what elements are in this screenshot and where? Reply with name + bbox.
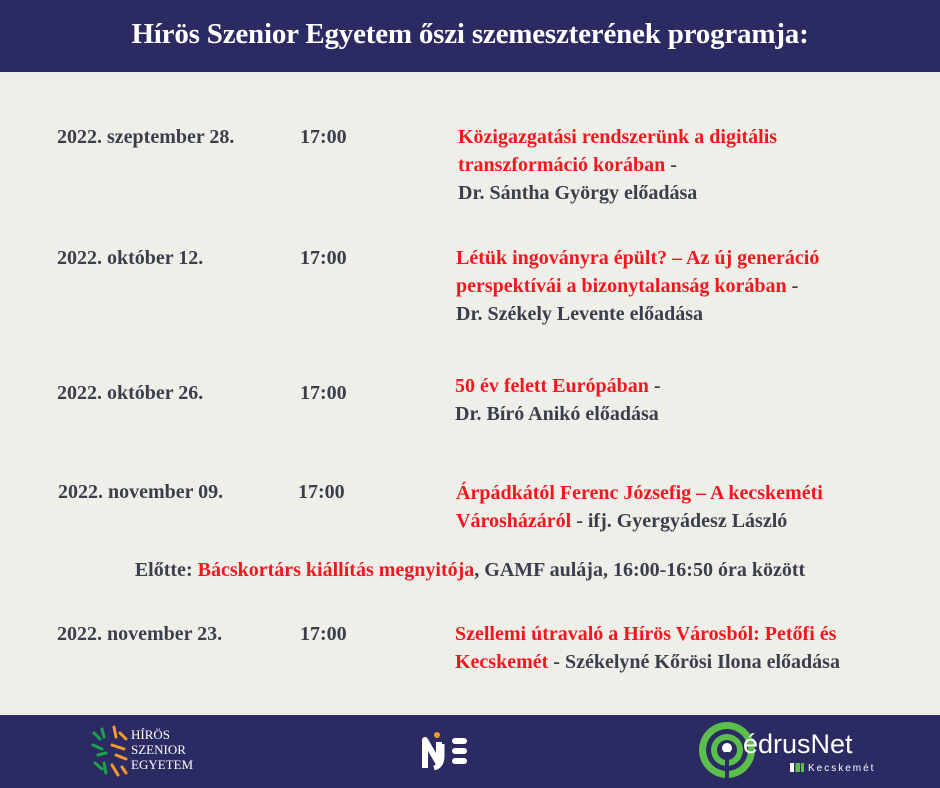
event-title-line: perspektívái a bizonytalanság korában — [456, 275, 787, 297]
page-title: Hírös Szenior Egyetem őszi szemeszterének programja: — [131, 18, 809, 50]
event-date: 2022. november 23. — [57, 623, 223, 645]
event-date: 2022. október 12. — [57, 247, 204, 269]
event-title-line: Városházáról — [456, 510, 572, 532]
event-time: 17:00 — [300, 382, 347, 404]
note-highlight: Bácskortárs kiállítás megnyitója — [197, 559, 475, 581]
event-speaker: Dr. Székely Levente előadása — [456, 303, 704, 325]
hiros-szenior-logo-text: HÍRÖS SZENIOR EGYETEM — [131, 727, 194, 772]
event-time: 17:00 — [300, 623, 347, 645]
event-title-line: 50 év felett Európában — [455, 375, 649, 397]
event-title-line: Kecskemét — [455, 651, 549, 673]
cedrusnet-subtitle: Kecskemét — [790, 763, 875, 774]
separator: - — [648, 375, 661, 397]
nje-logo-icon — [422, 730, 488, 770]
event-title-line: Létük ingoványra épült? – Az új generáció — [456, 247, 820, 269]
note-suffix: , GAMF aulája, 16:00-16:50 óra között — [474, 559, 806, 581]
cedrusnet-logo-text: édrusNet — [743, 729, 853, 759]
event-time: 17:00 — [300, 247, 347, 269]
event-date: 2022. november 09. — [58, 481, 224, 503]
event-time: 17:00 — [300, 126, 347, 148]
event-speaker: - ifj. Gyergyádesz László — [571, 510, 788, 532]
event-title-line: transzformáció korában — [458, 154, 666, 176]
event-title-line: Árpádkától Ferenc Józsefig – A kecskeméti — [456, 482, 823, 504]
event-time: 17:00 — [298, 481, 345, 503]
note-prefix: Előtte: — [134, 559, 198, 581]
note-line — [0, 556, 940, 584]
separator: - — [665, 154, 677, 176]
event-date: 2022. október 26. — [57, 382, 204, 404]
footer-banner — [0, 715, 940, 788]
event-speaker: Dr. Sántha György előadása — [458, 182, 698, 204]
header-banner — [0, 0, 940, 72]
event-title-line: Közigazgatási rendszerünk a digitális — [458, 126, 778, 148]
event-speaker: - Székelyné Kőrösi Ilona előadása — [548, 651, 840, 673]
hiros-szenior-logo-icon — [90, 723, 130, 779]
event-title-line: Szellemi útravaló a Hírös Városból: Petőfi és — [455, 623, 837, 645]
event-date: 2022. szeptember 28. — [57, 126, 235, 148]
event-speaker: Dr. Bíró Anikó előadása — [455, 403, 659, 425]
separator: - — [786, 275, 799, 297]
